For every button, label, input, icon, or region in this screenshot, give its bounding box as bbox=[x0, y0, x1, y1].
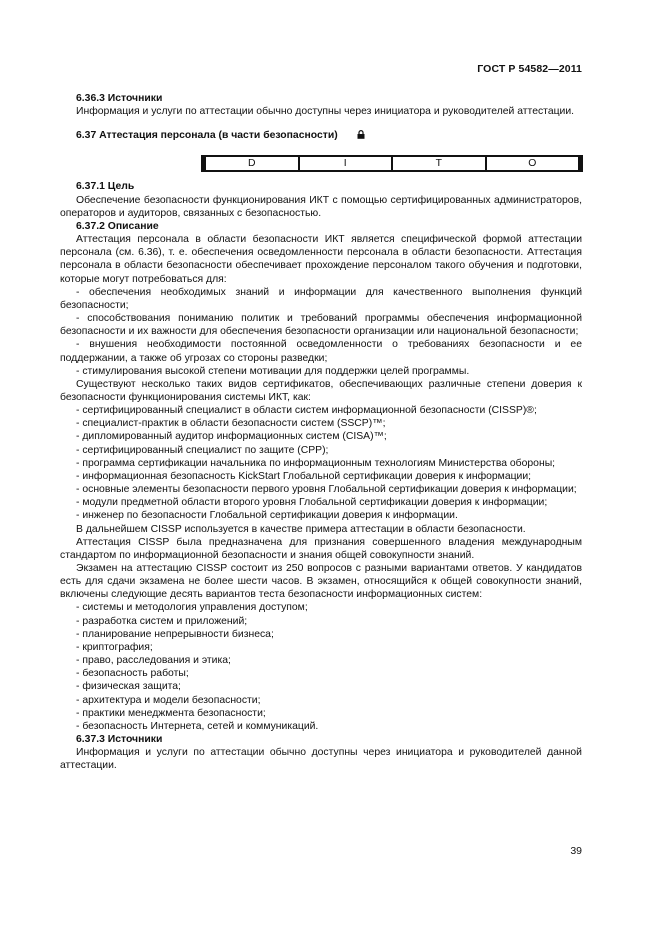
section-6-37-2-heading: 6.37.2 Описание bbox=[76, 220, 159, 232]
list-item: - разработка систем и приложений; bbox=[76, 615, 248, 627]
list-item: - инженер по безопасности Глобальной сертификации доверия к информации. bbox=[76, 510, 458, 522]
exam-text: Экзамен на аттестацию CISSP состоит из 250 вопросов с разными вариантами ответов. У кандидатов есть для сдачи экзамена не более шести часов. В экзамен, относящийся к общей совокупности знаний, включены следующие десять вариантов теста безопасности информационных систем: bbox=[60, 563, 582, 601]
certificates-intro: Существуют несколько таких видов сертификатов, обеспечивающих различные степени доверия к безопасности функционирования системы ИКТ, как: bbox=[60, 378, 582, 403]
description-intro: Аттестация персонала в области безопасности ИКТ является специфической формой аттестации персонала (см. 6.36), т. е. обеспечения осведомленности персонала в области безопасности. Аттестация персонала в области безопасности обеспечивает прохождение персоналом такого обучения и подготовки, которые могут потребоваться для: bbox=[60, 234, 582, 285]
section-6-37-3-text: Информация и услуги по аттестации обычно доступны через инициатора и руководителей данной аттестации. bbox=[60, 747, 582, 772]
list-item: - программа сертификации начальника по информационным технологиям Министерства обороны; bbox=[76, 457, 556, 469]
dito-cell-i: I bbox=[298, 157, 392, 170]
list-item: - физическая защита; bbox=[76, 681, 181, 693]
standard-header: ГОСТ Р 54582—2011 bbox=[477, 63, 582, 75]
lock-icon bbox=[341, 130, 365, 143]
list-item: - криптография; bbox=[76, 641, 153, 653]
page-number: 39 bbox=[570, 845, 582, 857]
list-item: - архитектура и модели безопасности; bbox=[76, 694, 261, 706]
list-item: - планирование непрерывности бизнеса; bbox=[76, 628, 274, 640]
list-item: - способствования пониманию политик и требований программы обеспечения информационной безопасности и их важности для обеспечения безопасности организации или национальной безопасности; bbox=[60, 313, 582, 338]
cissp-example: В дальнейшем CISSP используется в качестве примера аттестации в области безопасности. bbox=[76, 523, 526, 535]
list-item: - системы и методология управления доступом; bbox=[76, 602, 308, 614]
list-item: - дипломированный аудитор информационных систем (CISA)™; bbox=[76, 431, 387, 443]
document-body bbox=[60, 92, 582, 773]
section-6-37-title: 6.37 Аттестация персонала (в части безопасности) bbox=[76, 130, 338, 142]
section-6-37-3-heading: 6.37.3 Источники bbox=[76, 734, 163, 746]
section-6-36-3-heading: 6.36.3 Источники bbox=[76, 93, 163, 104]
list-item: - обеспечения необходимых знаний и информации для качественного выполнения функций безопасности; bbox=[60, 286, 582, 311]
list-item: - специалист-практик в области безопасности систем (SSCP)™; bbox=[76, 418, 386, 430]
list-item: - стимулирования высокой степени мотивации для поддержки целей программы. bbox=[76, 365, 470, 377]
dito-table bbox=[201, 155, 583, 172]
section-6-36-3-text: Информация и услуги по аттестации обычно доступны через инициатора и руководителей аттестации. bbox=[76, 106, 575, 118]
section-6-37-1-text: Обеспечение безопасности функционирования ИКТ с помощью сертифицированных администраторов, операторов и аудиторов, связанных с безопасностью. bbox=[60, 194, 582, 219]
list-item: - сертифицированный специалист по защите (CPP); bbox=[76, 444, 329, 456]
dito-cell-d: D bbox=[247, 158, 256, 170]
cissp-purpose: Аттестация CISSP была предназначена для признания совершенного владения международным стандартом по информационной безопасности и знания общей совокупности знаний. bbox=[60, 536, 582, 561]
list-item: - право, расследования и этика; bbox=[76, 655, 231, 667]
list-item: - информационная безопасность KickStart Глобальной сертификации доверия к информации; bbox=[76, 470, 532, 482]
list-item: - практики менеджмента безопасности; bbox=[76, 707, 266, 719]
list-item: - безопасность работы; bbox=[76, 668, 189, 680]
section-6-37-1-heading: 6.37.1 Цель bbox=[76, 181, 135, 193]
dito-cell-o: O bbox=[485, 157, 579, 170]
list-item: - сертифицированный специалист в области систем информационной безопасности (CISSP)®; bbox=[76, 405, 537, 417]
list-item: - внушения необходимости постоянной осведомленности о требованиях безопасности и ее поддержании, а также об угрозах со стороны разведки; bbox=[60, 339, 582, 364]
list-item: - безопасность Интернета, сетей и коммуникаций. bbox=[76, 720, 319, 732]
section-6-37-heading bbox=[60, 129, 582, 143]
dito-cell-t: T bbox=[391, 157, 485, 170]
list-item: - модули предметной области второго уровня Глобальной сертификации доверия к информации; bbox=[76, 497, 548, 509]
list-item: - основные элементы безопасности первого уровня Глобальной сертификации доверия к информации; bbox=[76, 484, 577, 496]
